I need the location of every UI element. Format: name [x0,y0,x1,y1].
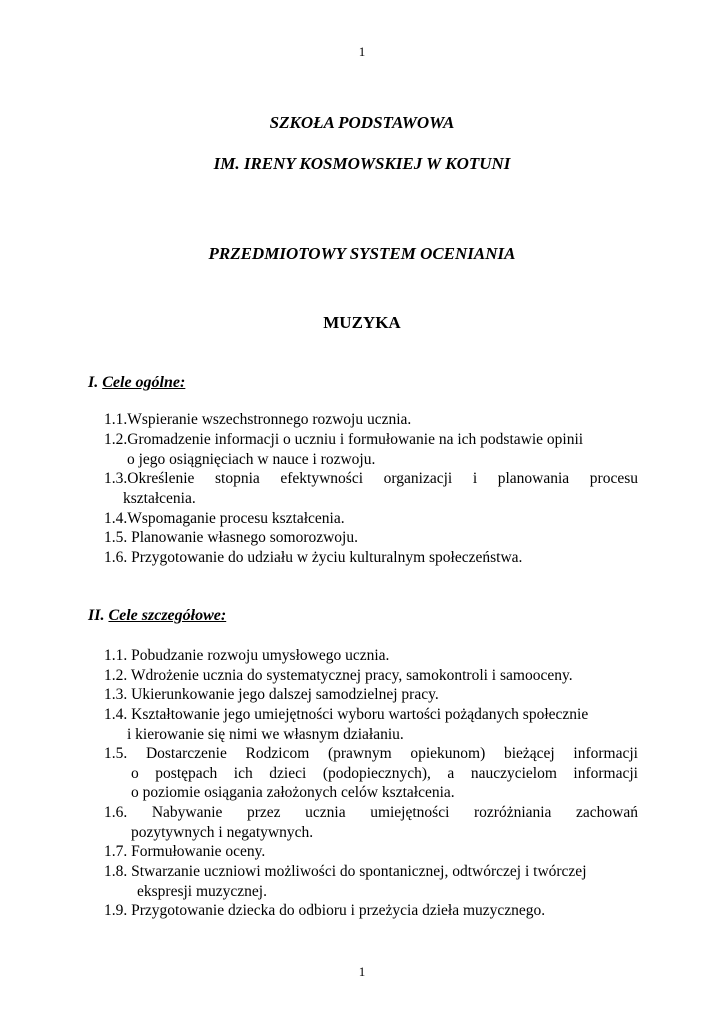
list-item-text: 1.7. Formułowanie oceny. [104,843,266,860]
list-item-text: 1.4. Kształtowanie jego umiejętności wyboru wartości pożądanych społecznie [104,706,589,723]
list-item-text: 1.8. Stwarzanie uczniowi możliwości do spontanicznej, odtwórczej i twórczej [104,863,587,880]
list-item-text: 1.3.Określenie stopnia efektywności organizacji i planowania procesu [104,470,638,487]
list-item-text: 1.1.Wspieranie wszechstronnego rozwoju ucznia. [104,411,412,428]
list-item [104,901,638,921]
list-item-text-continued: o jego osiągnięciach w nauce i rozwoju. [127,450,376,468]
subject-title: MUZYKA [323,313,401,332]
list-item [104,548,638,568]
list-item [104,744,638,803]
section-number: II. [88,607,105,624]
list-item-text: 1.5. Dostarczenie Rodzicom (prawnym opiekunom) bieżącej informacji [104,745,638,762]
page-number-top: 1 [358,44,366,59]
section-heading-detailed-goals [88,607,226,625]
list-item [104,410,638,430]
section-number: I. [88,374,99,391]
list-item-text: 1.6. Nabywanie przez ucznia umiejętności rozróżniania zachowań [104,804,638,821]
list-item-text-continued: o postępach ich dzieci (podopiecznych), a nauczycielom informacji [131,764,638,782]
list-item-text: 1.1. Pobudzanie rozwoju umysłowego ucznia. [104,647,390,664]
list-item-text-continued: pozytywnych i negatywnych. [131,823,314,841]
list-item-text-continued: i kierowanie się nimi we własnym działaniu. [127,725,404,743]
list-item [104,666,638,686]
list-item [104,685,638,705]
list-item-text: 1.5. Planowanie własnego somorozwoju. [104,529,358,546]
section-heading-general-goals [88,374,185,392]
list-item [104,646,638,666]
list-item-text: 1.3. Ukierunkowanie jego dalszej samodzielnej pracy. [104,686,439,703]
list-item [104,469,638,508]
list-item-text: 1.6. Przygotowanie do udziału w życiu kulturalnym społeczeństwa. [104,549,523,566]
page-number-bottom: 1 [358,964,366,979]
list-item-text: 1.2. Wdrożenie ucznia do systematycznej pracy, samokontroli i samooceny. [104,667,573,684]
list-item-text-continued: ekspresji muzycznej. [137,882,267,900]
list-item-text: 1.9. Przygotowanie dziecka do odbioru i przeżycia dzieła muzycznego. [104,902,546,919]
list-item-text: 1.4.Wspomaganie procesu kształcenia. [104,510,345,527]
section-label: Cele szczegółowe: [108,607,227,624]
list-item-text: 1.2.Gromadzenie informacji o uczniu i formułowanie na ich podstawie opinii [104,431,584,448]
list-item [104,509,638,529]
section-label: Cele ogólne: [102,374,186,391]
school-patron: IM. IRENY KOSMOWSKIEJ W KOTUNI [213,154,511,173]
list-item [104,430,638,469]
list-item [104,705,638,744]
list-item-text-continued: o poziomie osiągania założonych celów kształcenia. [131,784,455,801]
list-item [104,528,638,548]
document-title: PRZEDMIOTOWY SYSTEM OCENIANIA [208,244,516,263]
school-name: SZKOŁA PODSTAWOWA [269,113,455,132]
list-item [104,803,638,842]
list-item [104,862,638,901]
list-item-text-continued: kształcenia. [123,489,196,507]
list-item [104,842,638,862]
